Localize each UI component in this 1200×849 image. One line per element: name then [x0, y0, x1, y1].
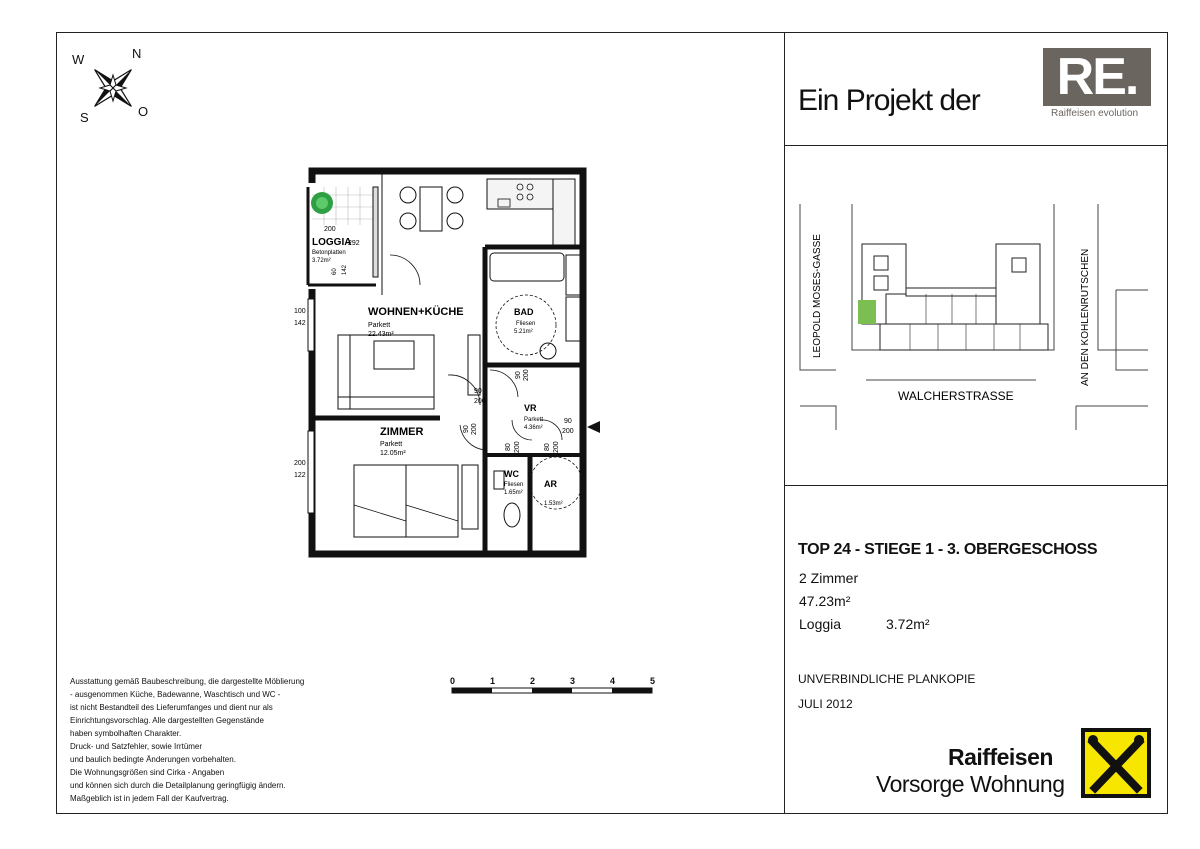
scale-tick-3: 3: [570, 676, 576, 686]
scale-tick-4: 4: [610, 676, 616, 686]
loggia-dim-a: 60: [332, 268, 338, 275]
window-living-width: 100: [294, 308, 306, 315]
hall-label: VR: [524, 403, 537, 413]
loggia-dim-b: 142: [342, 264, 348, 275]
door-wc-w: 80: [505, 443, 512, 451]
divider-siteplan: [784, 485, 1168, 486]
loggia-floor: Betonplatten: [312, 250, 346, 256]
loggia-area-info: 3.72m²: [886, 616, 930, 632]
door-bath-h: 200: [523, 369, 530, 381]
wc-area: 1.65m²: [504, 490, 523, 496]
divider-header: [784, 145, 1168, 146]
site-highlight: [858, 300, 876, 324]
brand-name: Raiffeisen: [948, 744, 1053, 770]
door-entry-w: 90: [564, 418, 572, 425]
room-area: 12.05m²: [380, 450, 406, 457]
project-text: Ein Projekt der: [798, 84, 980, 117]
door-bath-w: 90: [515, 371, 522, 379]
living-label: WOHNEN+KÜCHE: [368, 306, 464, 318]
wc-label: WC: [504, 469, 519, 479]
re-logo: [1043, 48, 1151, 122]
door-room-h: 200: [471, 423, 478, 435]
logo-mark: RE.: [1043, 48, 1151, 106]
unit-rooms: 2 Zimmer: [799, 570, 859, 586]
plan-note: UNVERBINDLICHE PLANKOPIE: [798, 672, 976, 686]
loggia-label: LOGGIA: [312, 237, 352, 248]
door-ar-h: 200: [553, 441, 560, 453]
loggia-label-info: Loggia: [799, 616, 842, 632]
compass-rose: [68, 46, 158, 126]
unit-area: 47.23m²: [799, 593, 851, 609]
storage-area: 1.53m²: [544, 501, 563, 507]
logo-subtitle: Raiffeisen evolution: [1051, 108, 1139, 119]
scale-tick-5: 5: [650, 676, 656, 686]
door-entry-h: 200: [562, 428, 574, 435]
brand-sub: Vorsorge Wohnung: [876, 771, 1065, 797]
window-room-width: 200: [294, 460, 306, 467]
room-floor: Parkett: [380, 441, 403, 448]
raiffeisen-logo-icon: [1081, 728, 1151, 798]
plan-date: JULI 2012: [798, 697, 853, 711]
hall-floor: Parkett: [524, 417, 544, 423]
street-left: LEOPOLD MOSES-GASSE: [812, 234, 823, 358]
entrance-arrow-icon: [587, 421, 600, 433]
site-plan: [786, 190, 1166, 440]
bath-floor: Fliesen: [516, 321, 536, 327]
door-room-w: 90: [463, 425, 470, 433]
street-right: AN DEN KOHLENRUTSCHEN: [1080, 248, 1091, 386]
living-area: 22.43m²: [368, 331, 394, 338]
loggia-dim-top: 200: [324, 226, 336, 233]
scale-tick-1: 1: [490, 676, 496, 686]
unit-title: TOP 24 - STIEGE 1 - 3. OBERGESCHOSS: [798, 541, 1098, 558]
hall-area: 4.36m²: [524, 425, 543, 431]
compass-south: S: [80, 110, 89, 125]
loggia-area: 3.72m²: [312, 258, 331, 264]
floor-plan: [290, 165, 610, 560]
window-room-height: 122: [294, 472, 306, 479]
door-ar-w: 80: [544, 443, 551, 451]
bath-area: 5.21m²: [514, 329, 533, 335]
window-living-height: 142: [294, 320, 306, 327]
column-divider: [784, 32, 785, 814]
door-wc-h: 200: [514, 441, 521, 453]
bath-label: BAD: [514, 307, 534, 317]
door-living-w: 90: [474, 388, 482, 395]
compass-north: N: [132, 46, 142, 61]
storage-label: AR: [544, 479, 557, 489]
scale-tick-0: 0: [450, 676, 456, 686]
compass-east: O: [138, 104, 149, 119]
disclaimer-text: Ausstattung gemäß Baubeschreibung, die dargestellte Möblierung - ausgenommen Küche, Badewanne, Waschtisch und WC - ist nicht Bestandteil des Lieferumfanges und dient nur als Einrichtungsvorschlag. Alle dargestellten Gegenstände haben symbolhaften Charakter. Druck- und Satzfehler, sowie Irrtümer und baulich bedingte Änderungen vorbehalten. Die Wohnungsgrößen sind Cirka - Angaben und können sich durch die Detailplanung geringfügig ändern. Maßgeblich ist in jedem Fall der Kaufvertrag.: [70, 677, 305, 803]
scale-tick-2: 2: [530, 676, 536, 686]
compass-west: W: [72, 52, 85, 67]
wc-floor: Fliesen: [504, 482, 524, 488]
scale-bar: [448, 676, 660, 702]
room-label: ZIMMER: [380, 426, 424, 438]
loggia-dim-side: 292: [348, 240, 360, 247]
plant-icon: [311, 192, 333, 214]
street-bottom: WALCHERSTRASSE: [898, 389, 1014, 403]
door-living-h: 200: [474, 398, 486, 405]
living-floor: Parkett: [368, 322, 391, 329]
